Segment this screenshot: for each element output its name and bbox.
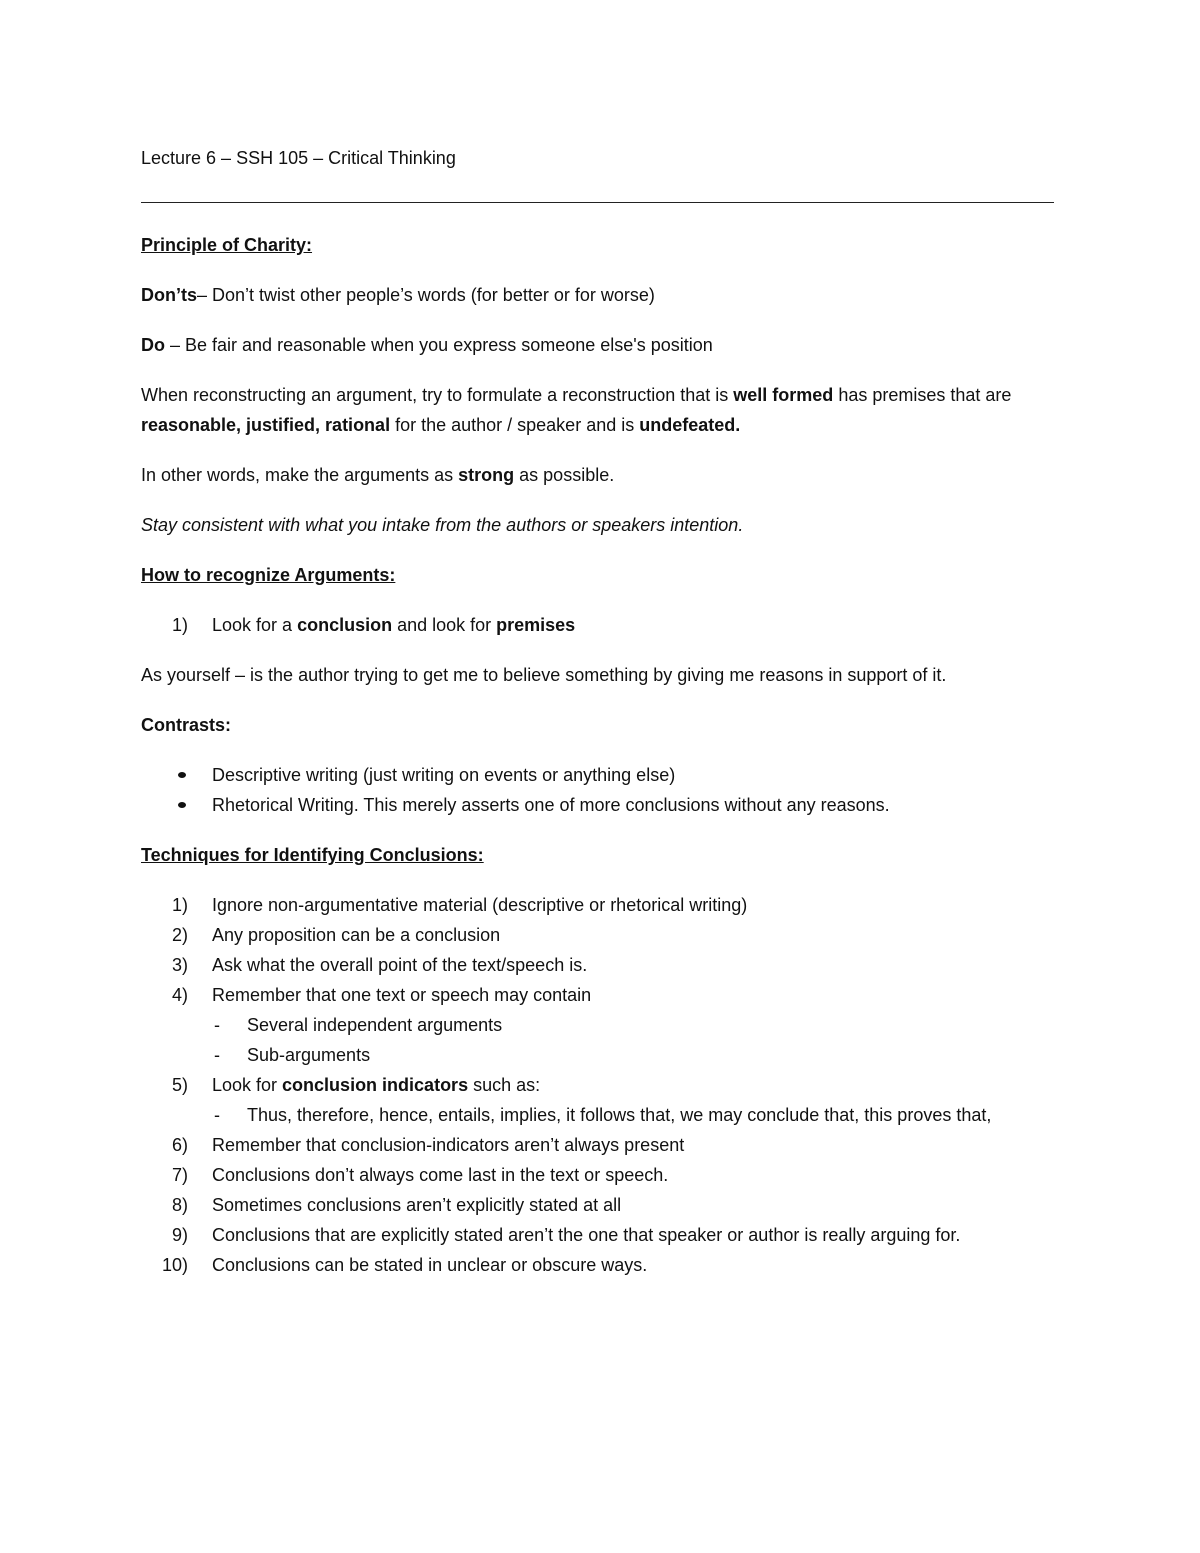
list-item bbox=[141, 1190, 1056, 1220]
recognize-heading: How to recognize Arguments: bbox=[141, 565, 396, 585]
donts-paragraph bbox=[141, 280, 1056, 310]
techniques-heading: Techniques for Identifying Conclusions: bbox=[141, 845, 484, 865]
list-item bbox=[141, 760, 1056, 790]
title-divider bbox=[141, 202, 1054, 203]
item-text: Look for a bbox=[212, 615, 298, 635]
sub-item-text: Several independent arguments bbox=[247, 1015, 503, 1035]
list-number: 8) bbox=[172, 1195, 189, 1215]
item-text: Any proposition can be a conclusion bbox=[212, 925, 501, 945]
list-item bbox=[141, 1250, 1056, 1280]
reconstruction-paragraph bbox=[141, 380, 1056, 440]
item-bold-conclusion-indicators: conclusion indicators bbox=[282, 1075, 469, 1095]
item-bold-premises: premises bbox=[496, 615, 576, 635]
do-paragraph bbox=[141, 330, 1056, 360]
list-item bbox=[141, 1070, 1056, 1100]
item-text: Conclusions don’t always come last in the text or speech. bbox=[212, 1165, 669, 1185]
recognize-list bbox=[141, 610, 1056, 640]
list-number: 9) bbox=[172, 1225, 189, 1245]
other-text-1: In other words, make the arguments as bbox=[141, 465, 459, 485]
techniques-list bbox=[141, 890, 1056, 1280]
item-text: Ignore non-argumentative material (descriptive or rhetorical writing) bbox=[212, 895, 748, 915]
item-text: Look for bbox=[212, 1075, 283, 1095]
list-item bbox=[141, 790, 1056, 820]
sub-list-item bbox=[141, 1100, 1056, 1130]
list-number: 4) bbox=[172, 985, 189, 1005]
item-text: Conclusions can be stated in unclear or obscure ways. bbox=[212, 1255, 648, 1275]
list-number: 1) bbox=[172, 895, 189, 915]
bullet-icon bbox=[141, 790, 212, 820]
list-item bbox=[141, 950, 1056, 980]
sub-list-item bbox=[141, 1040, 1056, 1070]
ask-yourself-paragraph: As yourself – is the author trying to get me to believe something by giving me reasons in support of it. bbox=[141, 665, 947, 685]
do-label: Do bbox=[141, 335, 165, 355]
bullet-icon bbox=[141, 760, 212, 790]
charity-heading: Principle of Charity: bbox=[141, 235, 313, 255]
list-item bbox=[141, 1160, 1056, 1190]
other-bold-strong: strong bbox=[458, 465, 515, 485]
list-number: 6) bbox=[172, 1135, 189, 1155]
recon-period: . bbox=[735, 415, 741, 435]
donts-text: – Don’t twist other people’s words (for better or for worse) bbox=[197, 285, 655, 305]
do-text: – Be fair and reasonable when you express someone else's position bbox=[165, 335, 713, 355]
item-bold-conclusion: conclusion bbox=[297, 615, 393, 635]
sub-list-item bbox=[141, 1010, 1056, 1040]
page-title: Lecture 6 – SSH 105 – Critical Thinking bbox=[141, 148, 456, 168]
list-item bbox=[141, 610, 1056, 640]
list-number: 10) bbox=[162, 1255, 189, 1275]
item-text: Conclusions that are explicitly stated aren’t the one that speaker or author is really arguing for. bbox=[212, 1225, 961, 1245]
list-item bbox=[141, 890, 1056, 920]
document-content bbox=[141, 143, 1056, 1300]
list-item bbox=[141, 980, 1056, 1010]
contrasts-label: Contrasts: bbox=[141, 715, 232, 735]
recon-bold-undefeated: undefeated bbox=[639, 415, 736, 435]
list-number: 5) bbox=[172, 1075, 189, 1095]
other-text-2: as possible. bbox=[514, 465, 615, 485]
item-text: Remember that conclusion-indicators aren’t always present bbox=[212, 1135, 685, 1155]
other-words-paragraph bbox=[141, 460, 1056, 490]
contrasts-list bbox=[141, 760, 1056, 820]
dash-icon bbox=[141, 1040, 247, 1070]
item-text: and look for bbox=[392, 615, 497, 635]
list-number: 1) bbox=[172, 615, 189, 635]
bullet-text: Descriptive writing (just writing on events or anything else) bbox=[212, 765, 676, 785]
item-text: Sometimes conclusions aren’t explicitly stated at all bbox=[212, 1195, 622, 1215]
stay-consistent-paragraph: Stay consistent with what you intake from the authors or speakers intention. bbox=[141, 515, 744, 535]
list-item bbox=[141, 920, 1056, 950]
list-number: 7) bbox=[172, 1165, 189, 1185]
sub-item-text: Sub-arguments bbox=[247, 1045, 371, 1065]
dash-icon bbox=[141, 1100, 247, 1130]
item-text: Remember that one text or speech may contain bbox=[212, 985, 592, 1005]
item-text: Ask what the overall point of the text/speech is. bbox=[212, 955, 588, 975]
list-number: 2) bbox=[172, 925, 189, 945]
recon-text-1: When reconstructing an argument, try to formulate a reconstruction that is bbox=[141, 385, 734, 405]
dash-icon bbox=[141, 1010, 247, 1040]
list-number: 3) bbox=[172, 955, 189, 975]
list-item bbox=[141, 1130, 1056, 1160]
recon-bold-reasonable: reasonable, justified, rational bbox=[141, 415, 391, 435]
recon-bold-well-formed: well formed bbox=[733, 385, 834, 405]
recon-text-3: for the author / speaker and is bbox=[390, 415, 640, 435]
donts-label: Don’ts bbox=[141, 285, 197, 305]
item-text: such as: bbox=[468, 1075, 541, 1095]
list-item bbox=[141, 1220, 1056, 1250]
bullet-text: Rhetorical Writing. This merely asserts one of more conclusions without any reasons. bbox=[212, 795, 890, 815]
sub-item-text: Thus, therefore, hence, entails, implies, it follows that, we may conclude that, this proves that, bbox=[247, 1105, 992, 1125]
recon-text-2: has premises that are bbox=[833, 385, 1012, 405]
